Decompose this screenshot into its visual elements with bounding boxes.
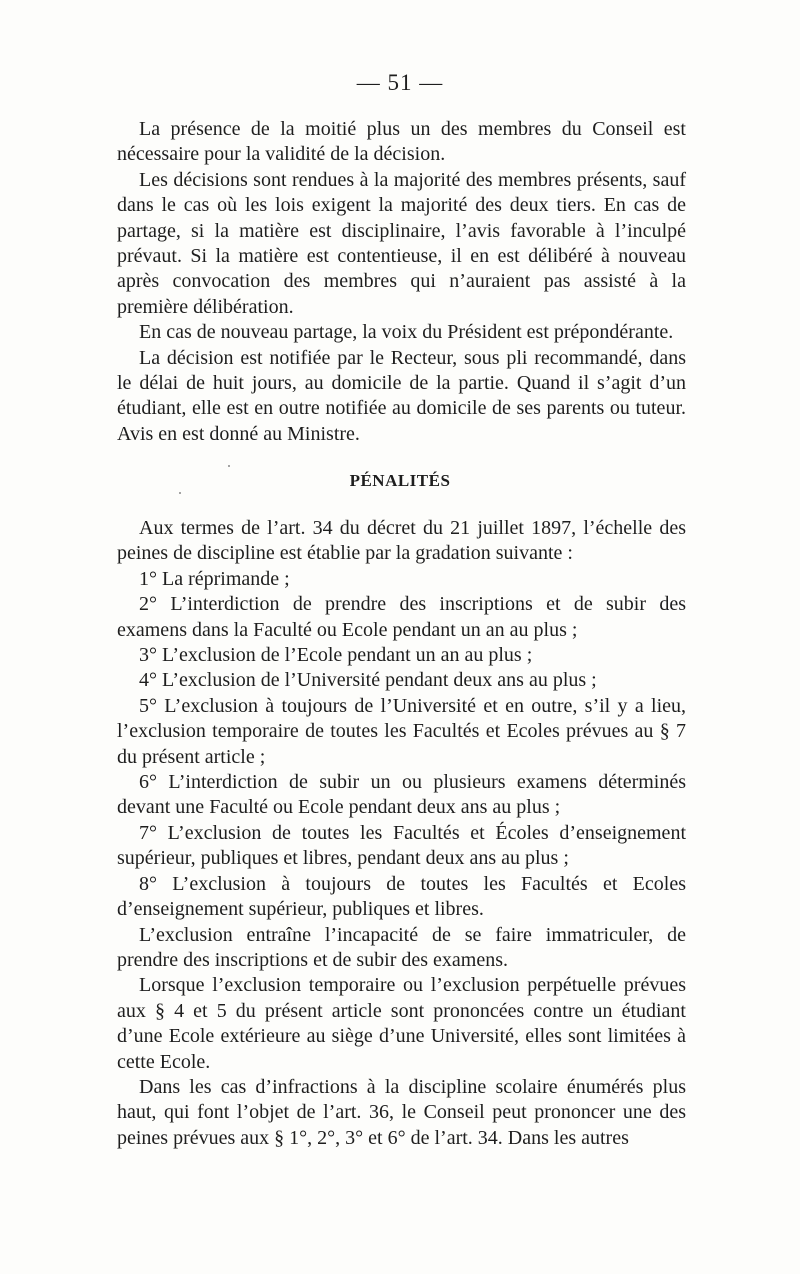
- list-item: 2° L’interdiction de prendre des inscriptions et de subir des examens dans la Faculté ou Ecole pendant un an au plus ;: [117, 593, 686, 641]
- paragraph: La présence de la moitié plus un des membres du Conseil est nécessaire pour la validité de la décision.: [117, 118, 686, 166]
- paragraph: Les décisions sont rendues à la majorité des membres présents, sauf dans le cas où les lois exigent la majorité des deux tiers. En cas de partage, si la matière est disciplinaire, l’avis favorable à l’inculpé prévaut. Si la matière est contentieuse, il en est délibéré à nouveau après convocation des membres qui n’auraient pas assisté à la première délibération.: [117, 168, 686, 318]
- list-item: 4° L’exclusion de l’Université pendant deux ans au plus ;: [139, 669, 597, 692]
- paragraph: Dans les cas d’infractions à la discipline scolaire énumérés plus haut, qui font l’objet de l’art. 36, le Conseil peut prononcer une des peines prévues aux § 1°, 2°, 3° et 6° de l’art. 34. Dans les autres: [117, 1075, 686, 1149]
- paragraph: L’exclusion entraîne l’incapacité de se faire immatriculer, de prendre des inscriptions et de subir des examens.: [117, 923, 686, 971]
- list-item: 8° L’exclusion à toujours de toutes les Facultés et Ecoles d’enseignement supérieur, publiques et libres.: [117, 872, 686, 921]
- paragraph: Aux termes de l’art. 34 du décret du 21 juillet 1897, l’échelle des peines de discipline est établie par la gradation suivante :: [117, 517, 686, 565]
- paragraph: La décision est notifiée par le Recteur, sous pli recommandé, dans le délai de huit jours, au domicile de la partie. Quand il s’agit d’un étudiant, elle est en outre notifiée au domicile de ses parents ou tuteur. Avis en est donné au Ministre.: [117, 346, 686, 445]
- list-item: 7° L’exclusion de toutes les Facultés et Écoles d’enseignement supérieur, publiques et libres, pendant deux ans au plus ;: [117, 821, 686, 870]
- list-item: 6° L’interdiction de subir un ou plusieurs examens déterminés devant une Faculté ou Ecole pendant deux ans au plus ;: [117, 771, 686, 819]
- paper-speck: [179, 492, 181, 494]
- list-item: 5° L’exclusion à toujours de l’Université et en outre, s’il y a lieu, l’exclusion temporaire de toutes les Facultés et Ecoles prévues au § 7 du présent article ;: [117, 694, 686, 768]
- paper-speck: [228, 465, 230, 467]
- section-conseil-decision: [117, 117, 686, 447]
- page-number: — 51 —: [356, 70, 444, 95]
- list-item: 3° L’exclusion de l’Ecole pendant un an au plus ;: [139, 644, 533, 667]
- section-penalites: [117, 516, 686, 1151]
- section-heading: PÉNALITÉS: [349, 471, 451, 490]
- paragraph: Lorsque l’exclusion temporaire ou l’exclusion perpétuelle prévues aux § 4 et 5 du présent article sont prononcées contre un étudiant d’une Ecole extérieure au siège d’une Université, elles sont limitées à cette Ecole.: [117, 974, 686, 1073]
- paragraph: En cas de nouveau partage, la voix du Président est prépondérante.: [139, 321, 674, 344]
- list-item: 1° La réprimande ;: [139, 567, 290, 590]
